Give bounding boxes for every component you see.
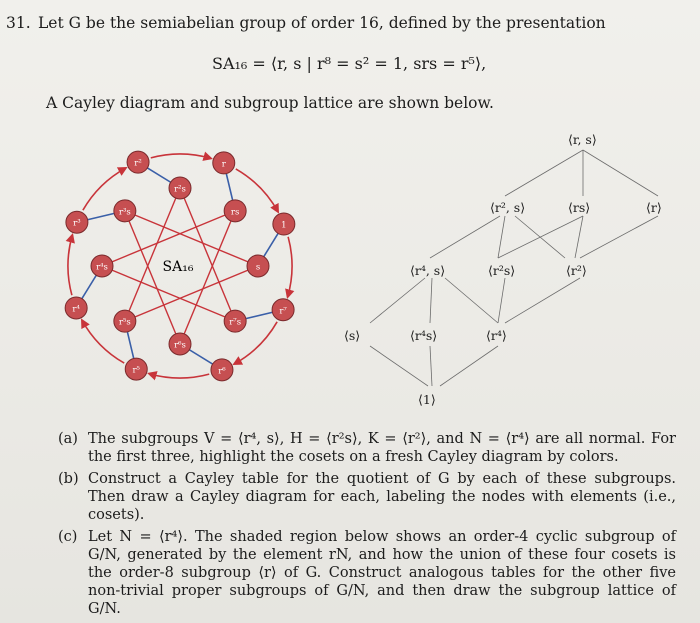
cayley-node-inner xyxy=(169,333,191,355)
part-a xyxy=(58,430,676,466)
cayley-node-outer-label: r⁴ xyxy=(72,304,80,315)
problem-intro: Let G be the semiabelian group of order 16, defined by the presentation xyxy=(38,14,606,32)
cayley-node-outer-label: r³ xyxy=(73,218,81,229)
cayley-node-outer xyxy=(66,211,88,233)
cayley-node-outer xyxy=(125,358,147,380)
cayley-node-outer xyxy=(273,213,295,235)
lattice-node-r: ⟨r⟩ xyxy=(646,200,662,215)
cayley-node-inner-label: r⁵s xyxy=(118,317,131,328)
part-a-label: (a) xyxy=(58,431,78,447)
lattice-node-r2-s: ⟨r², s⟩ xyxy=(490,200,526,215)
cayley-node-outer-label: 1 xyxy=(281,220,287,231)
r-arrow-outer xyxy=(149,374,209,378)
cayley-node-inner xyxy=(224,200,246,222)
cayley-node-outer xyxy=(272,299,294,321)
cayley-node-inner-label: r⁴s xyxy=(96,262,108,273)
cayley-node-outer xyxy=(127,151,149,173)
r-arrow-outer xyxy=(68,235,72,295)
cayley-node-outer-label: r² xyxy=(134,158,142,169)
problem-number: 31. xyxy=(6,14,31,32)
part-a-text: The subgroups V = ⟨r⁴, s⟩, H = ⟨r²s⟩, K = ⟨r²⟩, and N = ⟨r⁴⟩ are all normal. For the first three, highlight the cosets on a fresh Cayley diagram by colors. xyxy=(88,431,676,465)
cayley-node-inner-label: s xyxy=(255,262,261,273)
cayley-node-inner-label: r³s xyxy=(118,207,131,218)
lattice-node-r2s: ⟨r²s⟩ xyxy=(488,263,516,278)
cayley-node-inner-label: r⁶s xyxy=(174,340,186,351)
cayley-node-outer-label: r xyxy=(221,159,226,170)
r-arrow-outer xyxy=(151,154,211,158)
r-arrow-outer xyxy=(288,237,292,297)
cayley-node-outer-label: r⁶ xyxy=(218,366,226,377)
exercise-parts xyxy=(58,430,676,622)
part-b xyxy=(58,470,676,524)
lattice-node-trivial: ⟨1⟩ xyxy=(418,392,436,407)
part-b-text: Construct a Cayley table for the quotient of G by each of these subgroups. Then draw a Cayley diagram for each, labeling the nodes with elements (i.e., cosets). xyxy=(88,471,676,523)
cayley-node-inner xyxy=(114,200,136,222)
cayley-node-outer xyxy=(65,297,87,319)
part-c-text: Let N = ⟨r⁴⟩. The shaded region below shows an order-4 cyclic subgroup of G/N, generated by the element rN, and how the union of these four cosets is the order-8 subgroup ⟨r⟩ of G. Construct analogous tables for the other five non-trivial proper subgroups of G/N, and then draw the subgroup lattice of G/N. xyxy=(88,529,676,617)
cayley-node-inner-label: r⁷s xyxy=(229,317,242,328)
part-c-label: (c) xyxy=(58,529,78,545)
cayley-node-inner xyxy=(224,310,246,332)
cayley-center-label: SA₁₆ xyxy=(162,259,194,275)
cayley-node-outer-label: r⁵ xyxy=(132,365,140,376)
cayley-node-outer xyxy=(211,359,233,381)
lattice-node-r4s: ⟨r⁴s⟩ xyxy=(410,328,438,343)
part-b-label: (b) xyxy=(58,471,79,487)
cayley-node-inner-label: rs xyxy=(230,207,240,218)
cayley-node-inner xyxy=(91,255,113,277)
lattice-node-r4: ⟨r⁴⟩ xyxy=(486,328,507,343)
cayley-node-inner xyxy=(169,177,191,199)
lattice-node-whole-group: ⟨r, s⟩ xyxy=(568,132,597,147)
cayley-node-outer-label: r⁷ xyxy=(279,306,287,317)
lattice-node-s: ⟨s⟩ xyxy=(344,328,361,343)
figure-lead-sentence: A Cayley diagram and subgroup lattice are shown below. xyxy=(46,94,494,112)
lattice-node-r2: ⟨r²⟩ xyxy=(566,263,587,278)
cayley-diagram xyxy=(20,118,350,408)
group-presentation: SA₁₆ = ⟨r, s | r⁸ = s² = 1, srs = r⁵⟩, xyxy=(212,54,487,73)
cayley-node-inner-label: r²s xyxy=(174,184,186,195)
lattice-node-r4-s: ⟨r⁴, s⟩ xyxy=(410,263,446,278)
cayley-node-inner xyxy=(114,310,136,332)
lattice-node-rs: ⟨rs⟩ xyxy=(568,200,591,215)
part-c xyxy=(58,528,676,618)
cayley-node-inner xyxy=(247,255,269,277)
cayley-node-outer xyxy=(213,152,235,174)
